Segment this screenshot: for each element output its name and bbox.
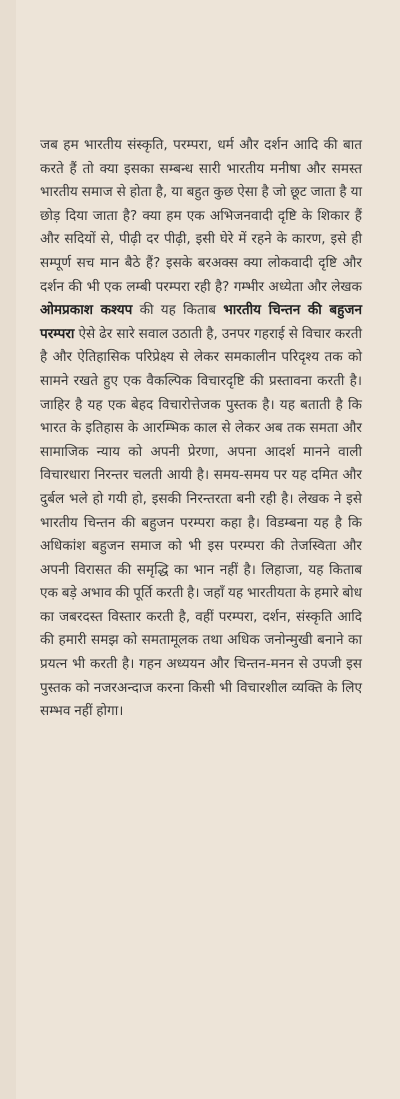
book-title: भारतीय चिन्तन की बहुजन परम्परा <box>40 302 363 342</box>
blurb-paragraph <box>40 134 362 724</box>
spine-edge-strip <box>0 0 16 1099</box>
blurb-body-text: ऐसे ढेर सारे सवाल उठाती है, उनपर गहराई से विचार करती है और ऐतिहासिक परिप्रेक्ष्य से लेकर समकालीन परिदृश्य तक को सामने रखते हुए एक वैकल्पिक विचारदृष्टि की प्रस्तावना करती है। जाहिर है यह एक बेहद विचारोत्तेजक पुस्तक है। यह बताती है कि भारत के इतिहास के आरम्भिक काल से लेकर अब तक समता और सामाजिक न्याय को अपनी प्रेरणा, अपना आदर्श मानने वाली विचारधारा निरन्तर चलती आयी है। समय-समय पर यह दमित और दुर्बल भले हो गयी हो, इसकी निरन्तरता बनी रही है। लेखक ने इसे भारतीय चिन्तन की बहुजन परम्परा कहा है। विडम्बना यह है कि अधिकांश बहुजन समाज को भी इस परम्परा की तेजस्विता और अपनी विरासत की समृद्धि का भान नहीं है। लिहाजा, यह किताब एक बड़े अभाव की पूर्ति करती है। जहाँ यह भारतीयता के हमारे बोध का जबरदस्त विस्तार करती है, वहीं परम्परा, दर्शन, संस्कृति आदि की हमारी समझ को समतामूलक तथा अधिक जनोन्मुखी बनाने का प्रयत्न भी करती है। गहन अध्ययन और चिन्तन-मनन से उपजी इस पुस्तक को नजरअन्दाज करना किसी भी विचारशील व्यक्ति के लिए सम्भव नहीं होगा। <box>40 325 362 720</box>
author-name: ओमप्रकाश कश्यप <box>40 302 133 319</box>
blurb-connector-text: की यह किताब <box>139 302 217 319</box>
blurb-intro-text: जब हम भारतीय संस्कृति, परम्परा, धर्म और दर्शन आदि की बात करते हैं तो क्या इसका सम्बन्ध सारी भारतीय मनीषा और समस्त भारतीय समाज से होता है, या बहुत कुछ ऐसा है जो छूट जाता है या छोड़ दिया जाता है? क्या हम एक अभिजनवादी दृष्टि के शिकार हैं और सदियों से, पीढ़ी दर पीढ़ी, इसी घेरे में रहने के कारण, इसे ही सम्पूर्ण सच मान बैठे हैं? इसके बरअक्स क्या लोकवादी दृष्टि और दर्शन की भी एक लम्बी परम्परा रही है? गम्भीर अध्येता और लेखक <box>40 137 362 295</box>
